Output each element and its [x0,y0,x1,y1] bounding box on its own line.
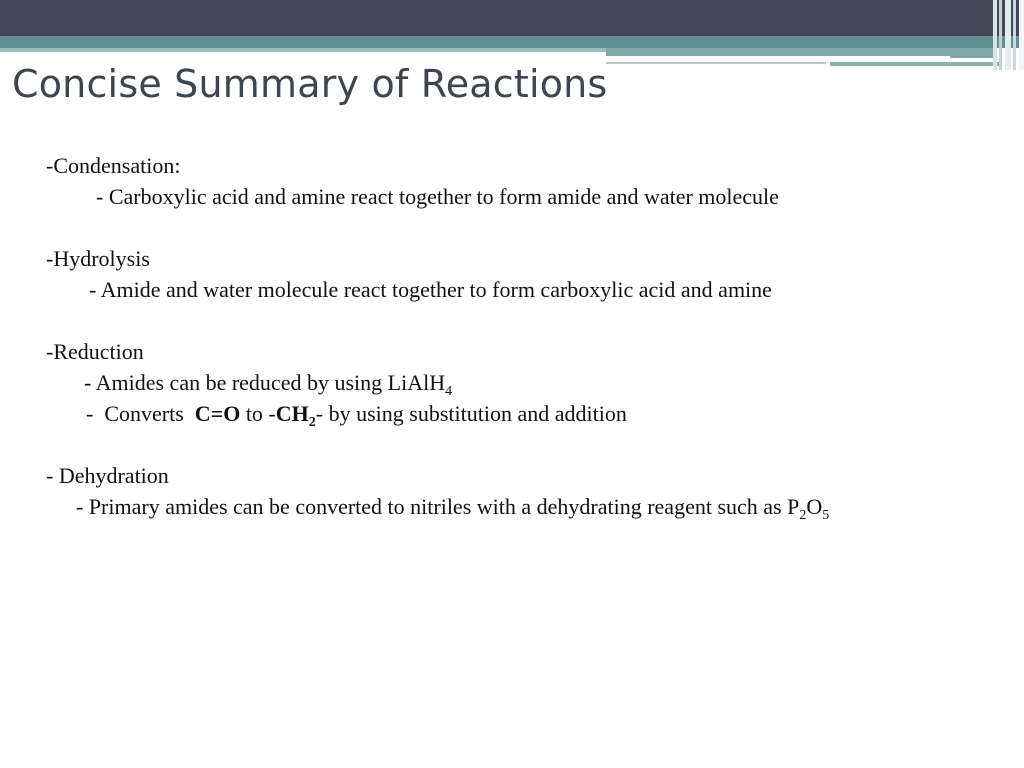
converts-suffix: - by using substitution and addition [315,401,627,426]
reduction-line-1-text: - Amides can be reduced by using LiAlH [84,370,446,395]
carbonyl-formula: C=O [194,401,241,426]
converts-mid: to - [240,401,276,426]
decorative-rule-teal [830,62,1000,66]
decorative-rule [606,56,950,59]
condensation-heading: -Condensation: [46,153,181,178]
dehydration-text: - Primary amides can be converted to nitriles with a dehydrating reagent such as P [76,494,800,519]
methylene-formula [275,401,316,430]
decorative-stripes [993,0,1024,70]
condensation-line: - Carboxylic acid and amine react together to form amide and water molecule [96,184,779,209]
accent-band [0,36,1024,48]
accent-band-light [0,48,606,52]
methylene-subscript: 2 [308,415,316,430]
dehydration-line [46,491,926,522]
lialh-subscript: 4 [445,384,453,399]
slide-content [46,150,926,522]
hydrolysis-heading: -Hydrolysis [46,246,150,271]
decorative-rule-gray [606,62,826,64]
reduction-line-2 [46,398,926,429]
reduction-heading: -Reduction [46,339,144,364]
converts-prefix: - Converts [86,401,195,426]
slide-title: Concise Summary of Reactions [12,62,608,106]
reduction-line-1 [46,367,926,398]
p-subscript: 2 [799,508,807,523]
methylene-ch: CH [275,401,309,426]
dehydration-heading: - Dehydration [46,463,169,488]
hydrolysis-line: - Amide and water molecule react together to form carboxylic acid and amine [89,277,772,302]
header-bar [0,0,1024,38]
o-subscript: 5 [822,508,830,523]
oxygen-symbol: O [806,494,823,519]
